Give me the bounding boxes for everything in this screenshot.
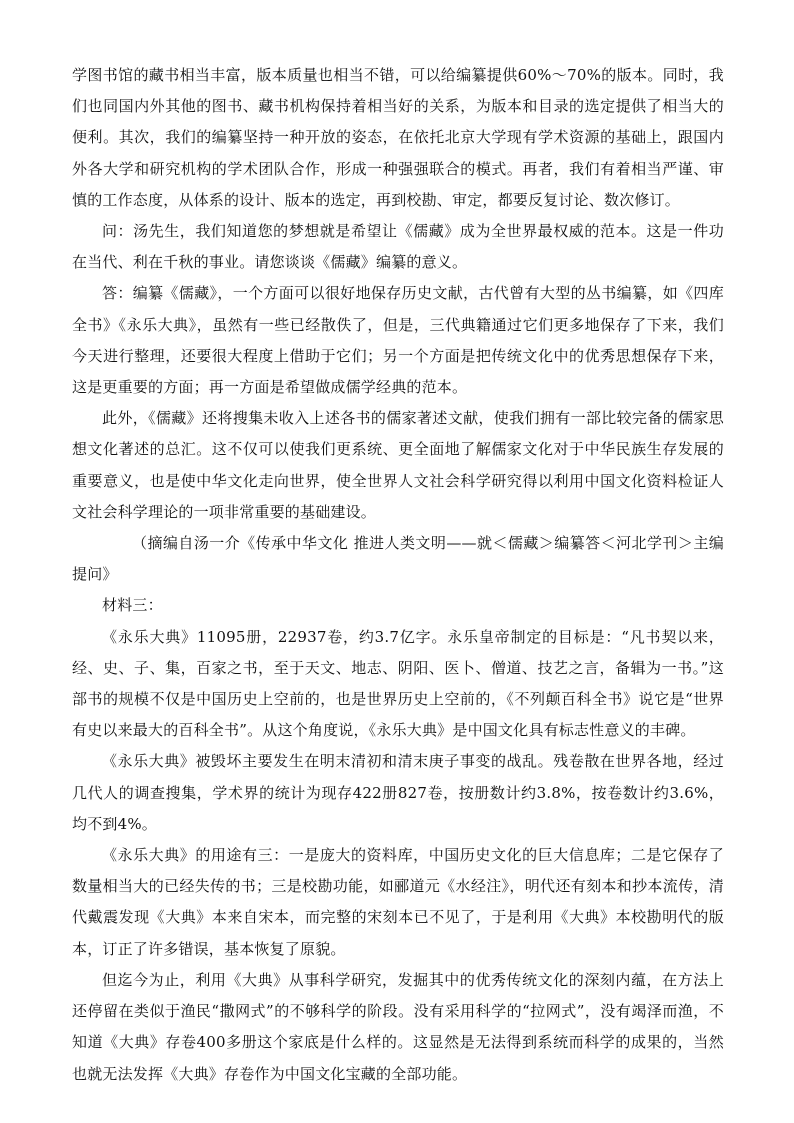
paragraph-body: 《永乐大典》的用途有三：一是庞大的资料库，中国历史文化的巨大信息库；二是它保存了数量相当大的已经失传的书；三是校勘功能，如郦道元《水经注》，明代还有刻本和抄本流传，清代戴震发现《大典》本来自宋本，而完整的宋刻本已不见了，于是利用《大典》本校勘明代的版本，订正了许多错误，基本恢复了原貌。 xyxy=(72,846,724,958)
paragraph-answer: 答：编纂《儒藏》，一个方面可以很好地保存历史文献，古代曾有大型的丛书编纂，如《四库全书》《永乐大典》，虽然有一些已经散佚了，但是，三代典籍通过它们更多地保存了下来，我们今天进行整理，还要很大程度上借助于它们；另一个方面是把传统文化中的优秀思想保存下来，这是更重要的方面；再一方面是希望做成儒学经典的范本。 xyxy=(72,284,724,397)
paragraph-continuation: 学图书馆的藏书相当丰富，版本质量也相当不错，可以给编纂提供60%～70%的版本。同时，我们也同国内外其他的图书、藏书机构保持着相当好的关系，为版本和目录的选定提供了相当大的便利。其次，我们的编纂坚持一种开放的姿态，在依托北京大学现有学术资源的基础上，跟国内外各大学和研究机构的学术团队合作，形成一种强强联合的模式。再者，我们有着相当严谨、审慎的工作态度，从体系的设计、版本的选定，再到校勘、审定，都要反复讨论、数次修订。 xyxy=(72,66,724,209)
source-citation: （摘编自汤一介《传承中华文化 推进人类文明——就＜儒藏＞编纂答＜河北学刊＞主编提问》 xyxy=(72,534,724,584)
document-page xyxy=(72,60,724,1090)
material-heading: 材料三： xyxy=(102,596,163,615)
paragraph-body: 《永乐大典》11095册，22937卷，约3.7亿字。永乐皇帝制定的目标是：“凡书契以来，经、史、子、集，百家之书，至于天文、地志、阴阳、医卜、僧道、技艺之言，备辑为一书。”这部书的规模不仅是中国历史上空前的，也是世界历史上空前的，《不列颠百科全书》说它是“世界有史以来最大的百科全书”。从这个角度说，《永乐大典》是中国文化具有标志性意义的丰碑。 xyxy=(72,627,724,740)
paragraph-body: 《永乐大典》被毁坏主要发生在明末清初和清末庚子事变的战乱。残卷散在世界各地，经过几代人的调查搜集，学术界的统计为现存422册827卷，按册数计约3.8%，按卷数计约3.6%，均不到4%。 xyxy=(72,752,724,833)
paragraph-body: 但迄今为止，利用《大典》从事科学研究，发掘其中的优秀传统文化的深刻内蕴，在方法上还停留在类似于渔民“撒网式”的不够科学的阶段。没有采用科学的“拉网式”，没有竭泽而渔，不知道《大典》存卷400多册这个家底是什么样的。这显然是无法得到系统而科学的成果的，当然也就无法发挥《大典》存卷作为中国文化宝藏的全部功能。 xyxy=(72,970,724,1083)
paragraph-question: 问：汤先生，我们知道您的梦想就是希望让《儒藏》成为全世界最权威的范本。这是一件功在当代、利在千秋的事业。请您谈谈《儒藏》编纂的意义。 xyxy=(72,222,724,272)
paragraph-body: 此外，《儒藏》还将搜集未收入上述各书的儒家著述文献，使我们拥有一部比较完备的儒家思想文化著述的总汇。这不仅可以使我们更系统、更全面地了解儒家文化对于中华民族生存发展的重要意义，也是使中华文化走向世界，使全世界人文社会科学研究得以利用中国文化资料检证人文社会科学理论的一项非常重要的基础建设。 xyxy=(72,409,724,521)
